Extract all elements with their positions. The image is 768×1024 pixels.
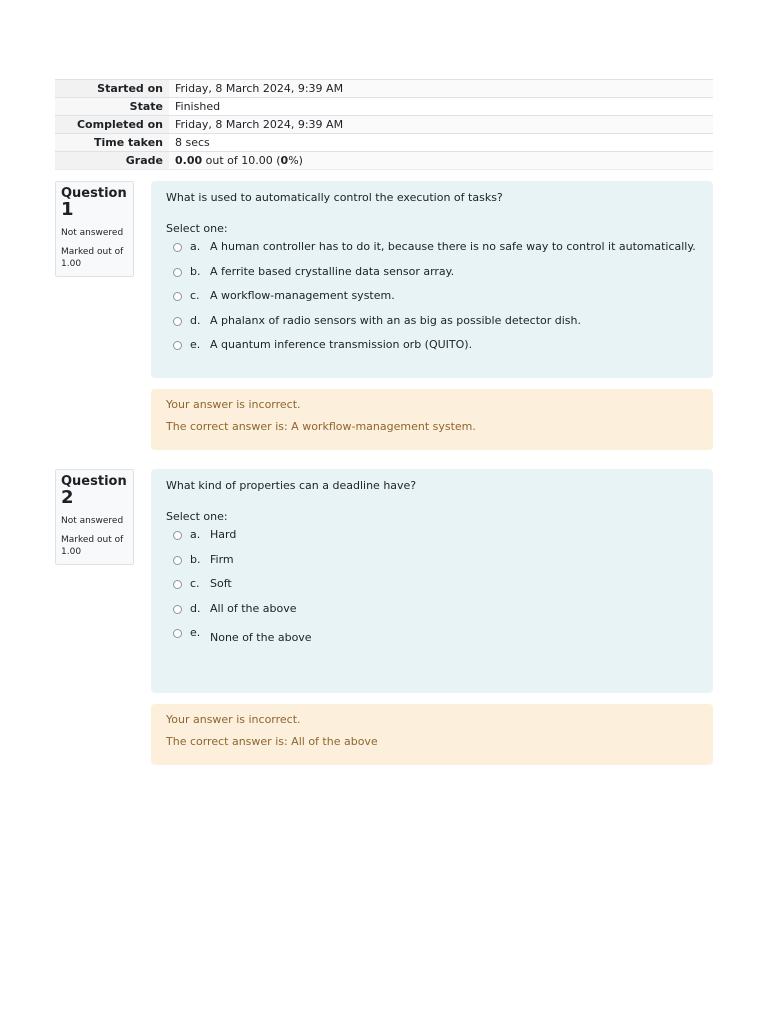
option-text: A ferrite based crystalline data sensor array. [210, 264, 455, 278]
answer-option-b[interactable] [166, 265, 698, 290]
question-state: Not answered [61, 516, 124, 526]
answer-option-b[interactable] [166, 553, 698, 578]
answer-option-d[interactable] [166, 314, 698, 339]
option-text: A workflow-management system. [210, 289, 395, 302]
answer-options [166, 528, 698, 651]
option-text: Hard [210, 528, 237, 541]
summary-value: Friday, 8 March 2024, 9:39 AM [169, 116, 713, 134]
summary-value: Finished [169, 98, 713, 116]
option-text: A human controller has to do it, because there is no safe way to control it automatically. [210, 240, 696, 253]
question-label: Question [61, 186, 127, 201]
answer-options [166, 240, 698, 363]
summary-row-completed [55, 116, 713, 134]
question-text: What kind of properties can a deadline have? [166, 479, 417, 492]
answer-option-e[interactable] [166, 338, 698, 363]
feedback-incorrect: Your answer is incorrect. [166, 398, 301, 411]
question-formulation-1 [151, 181, 713, 378]
option-letter: c. [190, 577, 200, 590]
radio-button[interactable] [173, 605, 182, 614]
option-letter: a. [190, 240, 201, 253]
question-feedback-2 [151, 704, 713, 765]
summary-label: Time taken [55, 134, 169, 152]
option-letter: e. [190, 626, 201, 639]
radio-button[interactable] [173, 268, 182, 277]
feedback-incorrect: Your answer is incorrect. [166, 713, 301, 726]
summary-value: 8 secs [169, 134, 713, 152]
feedback-correct-answer: The correct answer is: A workflow-management system. [166, 420, 476, 433]
option-letter: c. [190, 289, 200, 302]
summary-row-started [55, 80, 713, 98]
grade-percent-sign: %) [288, 154, 303, 167]
question-state: Not answered [61, 228, 124, 238]
answer-option-c[interactable] [166, 577, 698, 602]
option-text: Soft [210, 577, 232, 590]
answer-option-a[interactable] [166, 240, 698, 265]
grade-score: 0.00 [175, 154, 203, 167]
radio-button[interactable] [173, 243, 182, 252]
question-info-1 [55, 181, 134, 277]
attempt-summary-table [55, 79, 713, 170]
grade-percent: 0 [280, 154, 289, 167]
summary-row-state [55, 98, 713, 116]
grade-value [169, 152, 713, 170]
radio-button[interactable] [173, 341, 182, 350]
option-letter: d. [190, 313, 201, 327]
summary-row-time-taken [55, 134, 713, 152]
summary-row-grade [55, 152, 713, 170]
answer-option-e[interactable] [166, 626, 698, 651]
answer-option-d[interactable] [166, 602, 698, 627]
select-one-prompt: Select one: [166, 222, 228, 235]
question-text: What is used to automatically control the execution of tasks? [166, 191, 503, 204]
option-letter: a. [190, 528, 201, 541]
question-label: Question [61, 474, 127, 489]
summary-label: State [55, 98, 169, 116]
summary-value: Friday, 8 March 2024, 9:39 AM [169, 80, 713, 98]
option-letter: e. [190, 338, 201, 351]
question-formulation-2 [151, 469, 713, 693]
summary-label: Grade [55, 152, 169, 170]
option-text: Firm [210, 552, 234, 566]
radio-button[interactable] [173, 292, 182, 301]
summary-label: Completed on [55, 116, 169, 134]
answer-option-c[interactable] [166, 289, 698, 314]
question-info-2 [55, 469, 134, 565]
radio-button[interactable] [173, 629, 182, 638]
question-number: 2 [61, 487, 74, 508]
option-letter: b. [190, 552, 201, 566]
feedback-correct-answer: The correct answer is: All of the above [166, 735, 378, 748]
answer-option-a[interactable] [166, 528, 698, 553]
question-mark: Marked out of 1.00 [61, 535, 124, 557]
option-text: None of the above [210, 631, 312, 644]
option-text: All of the above [210, 601, 297, 615]
grade-out-of: out of 10.00 ( [202, 154, 281, 167]
question-mark: Marked out of 1.00 [61, 247, 124, 269]
radio-button[interactable] [173, 317, 182, 326]
option-text: A quantum inference transmission orb (QUITO). [210, 338, 473, 351]
summary-label: Started on [55, 80, 169, 98]
option-letter: d. [190, 601, 201, 615]
radio-button[interactable] [173, 580, 182, 589]
select-one-prompt: Select one: [166, 510, 228, 523]
question-number: 1 [61, 199, 74, 220]
option-text: A phalanx of radio sensors with an as big as possible detector dish. [210, 313, 582, 327]
radio-button[interactable] [173, 531, 182, 540]
radio-button[interactable] [173, 556, 182, 565]
option-letter: b. [190, 264, 201, 278]
question-feedback-1 [151, 389, 713, 450]
